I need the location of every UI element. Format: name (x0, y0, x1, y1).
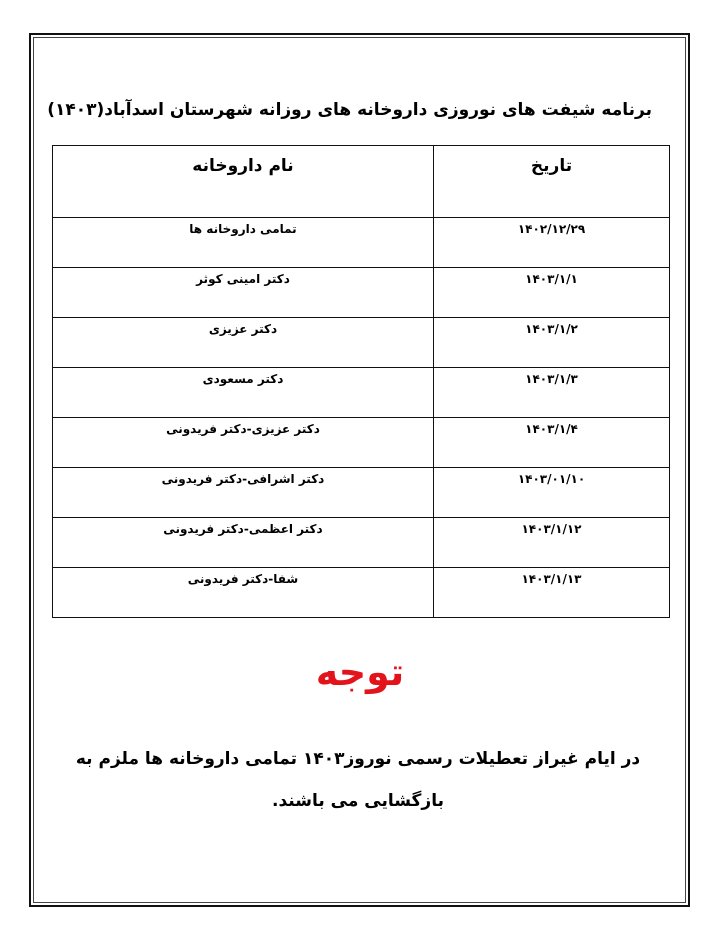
date-cell (434, 568, 670, 618)
pharmacy-text: دکتر عزیزی-دکتر فریدونی (166, 422, 320, 436)
date-text: ۱۴۰۳/۱/۴ (525, 422, 578, 436)
date-cell (434, 218, 670, 268)
pharmacy-cell (53, 268, 434, 318)
header-pharmacy-name: نام داروخانه (53, 146, 434, 218)
pharmacy-text: دکتر امینی کوثر (196, 272, 290, 286)
notice-heading: توجه (315, 650, 405, 694)
pharmacy-cell (53, 468, 434, 518)
table-row (53, 368, 670, 418)
table-row (53, 518, 670, 568)
table-row (53, 418, 670, 468)
date-cell (434, 318, 670, 368)
date-cell (434, 468, 670, 518)
pharmacy-cell (53, 568, 434, 618)
date-text: ۱۴۰۳/۰۱/۱۰ (517, 472, 586, 486)
pharmacy-text: تمامی داروخانه ها (189, 222, 297, 236)
pharmacy-text: دکتر مسعودی (202, 372, 284, 386)
pharmacy-cell (53, 218, 434, 268)
pharmacy-cell (53, 368, 434, 418)
date-cell (434, 268, 670, 318)
table-row (53, 468, 670, 518)
table-row (53, 568, 670, 618)
date-text: ۱۴۰۳/۱/۱۳ (521, 572, 582, 586)
notice-body: در ایام غیراز تعطیلات رسمی نوروز۱۴۰۳ تمامی داروخانه ها ملزم به بازگشایی می باشند. (75, 749, 641, 811)
pharmacy-text: دکتر عزیزی (208, 322, 278, 336)
date-cell (434, 518, 670, 568)
pharmacy-cell (53, 318, 434, 368)
date-text: ۱۴۰۲/۱۲/۲۹ (517, 222, 586, 236)
date-cell (434, 368, 670, 418)
table-header-row (53, 146, 670, 218)
header-date: تاریخ (434, 146, 670, 218)
date-cell (434, 418, 670, 468)
date-text: ۱۴۰۳/۱/۱ (525, 272, 578, 286)
pharmacy-text: دکتر اشرافی-دکتر فریدونی (161, 472, 325, 486)
table-row (53, 268, 670, 318)
pharmacy-text: شفا-دکتر فریدونی (187, 572, 299, 586)
date-text: ۱۴۰۳/۱/۳ (525, 372, 578, 386)
pharmacy-cell (53, 418, 434, 468)
pharmacy-cell (53, 518, 434, 568)
document-title: برنامه شیفت های نوروزی داروخانه های روزانه شهرستان اسدآباد(۱۴۰۳) (47, 100, 652, 120)
table-row (53, 218, 670, 268)
pharmacy-text: دکتر اعظمی-دکتر فریدونی (163, 522, 323, 536)
date-text: ۱۴۰۳/۱/۱۲ (521, 522, 582, 536)
pharmacy-schedule-table (52, 145, 670, 618)
table-row (53, 318, 670, 368)
date-text: ۱۴۰۳/۱/۲ (525, 322, 578, 336)
